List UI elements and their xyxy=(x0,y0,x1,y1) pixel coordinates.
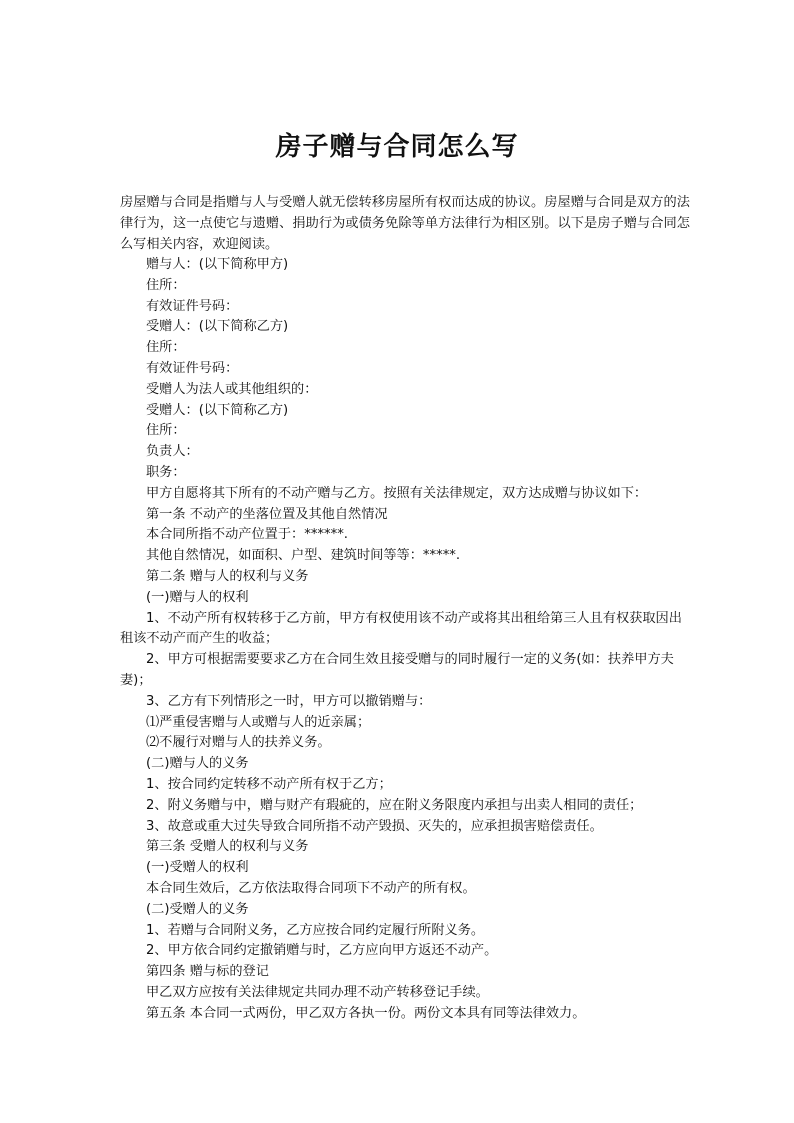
contract-line: 1、若赠与合同附义务，乙方应按合同约定履行所附义务。 xyxy=(146,922,485,938)
contract-line: 2、甲方可根据需要要求乙方在合同生效且接受赠与的同时履行一定的义务(如：扶养甲方夫妻)； xyxy=(120,652,674,688)
contract-line: ⑴严重侵害赠与人或赠与人的近亲属； xyxy=(146,714,371,730)
contract-line: 其他自然情况，如面积、户型、建筑时间等等：*****. xyxy=(146,548,461,564)
section-heading: (二)赠与人的义务 xyxy=(146,756,249,772)
section-heading: (一)受赠人的权利 xyxy=(146,860,249,876)
section-heading: (二)受赠人的义务 xyxy=(146,901,249,917)
contract-line: 赠与人：(以下简称甲方) xyxy=(146,257,289,272)
contract-line: 1、按合同约定转移不动产所有权于乙方； xyxy=(146,776,392,792)
contract-line: 受赠人为法人或其他组织的： xyxy=(146,381,318,397)
contract-line: ⑵不履行对赠与人的扶养义务。 xyxy=(146,735,331,751)
article-heading: 第一条 不动产的坐落位置及其他自然情况 xyxy=(146,506,388,522)
contract-line: 住所： xyxy=(146,423,186,439)
contract-body xyxy=(120,255,690,1024)
contract-line: 2、甲方依合同约定撤销赠与时，乙方应向甲方返还不动产。 xyxy=(146,943,498,959)
contract-line: 有效证件号码： xyxy=(146,298,239,314)
contract-line: 本合同生效后，乙方依法取得合同项下不动产的所有权。 xyxy=(146,880,476,896)
contract-line: 2、附义务赠与中，赠与财产有瑕疵的，应在附义务限度内承担与出卖人相同的责任； xyxy=(146,797,643,813)
document-title: 房子赠与合同怎么写 xyxy=(275,132,519,162)
contract-line: 1、不动产所有权转移于乙方前，甲方有权使用该不动产或将其出租给第三人且有权获取因出租该不动产而产生的收益； xyxy=(120,610,682,647)
contract-line: 有效证件号码： xyxy=(146,360,239,376)
article-heading: 第四条 赠与标的登记 xyxy=(146,964,269,980)
contract-line: 受赠人：(以下简称乙方) xyxy=(146,319,289,335)
contract-line: 住所： xyxy=(146,340,186,356)
contract-line: 甲乙双方应按有关法律规定共同办理不动产转移登记手续。 xyxy=(146,984,489,1000)
contract-line: 受赠人：(以下简称乙方) xyxy=(146,402,289,418)
article-heading: 第三条 受赠人的权利与义务 xyxy=(146,839,309,855)
contract-line: 本合同所指不动产位置于：******. xyxy=(146,527,349,543)
contract-line: 3、乙方有下列情形之一时，甲方可以撤销赠与： xyxy=(146,693,432,709)
contract-line: 负责人： xyxy=(146,444,199,460)
contract-line: 职务： xyxy=(146,464,186,480)
article-heading: 第二条 赠与人的权利与义务 xyxy=(146,568,309,584)
contract-line: 甲方自愿将其下所有的不动产赠与乙方。按照有关法律规定，双方达成赠与协议如下： xyxy=(146,485,648,501)
contract-line: 住所： xyxy=(146,277,186,293)
contract-line: 3、故意或重大过失导致合同所指不动产毁损、灭失的，应承担损害赔偿责任。 xyxy=(146,818,603,834)
intro-paragraph: 房屋赠与合同是指赠与人与受赠人就无偿转移房屋所有权而达成的协议。房屋赠与合同是双方的法律行为，这一点使它与遗赠、捐助行为或债务免除等单方法律行为相区别。以下是房子赠与合同怎么写相关内容，欢迎阅读。 xyxy=(120,195,690,252)
section-heading: (一)赠与人的权利 xyxy=(146,589,249,605)
article-heading: 第五条 本合同一式两份，甲乙双方各执一份。两份文本具有同等法律效力。 xyxy=(146,1005,586,1021)
